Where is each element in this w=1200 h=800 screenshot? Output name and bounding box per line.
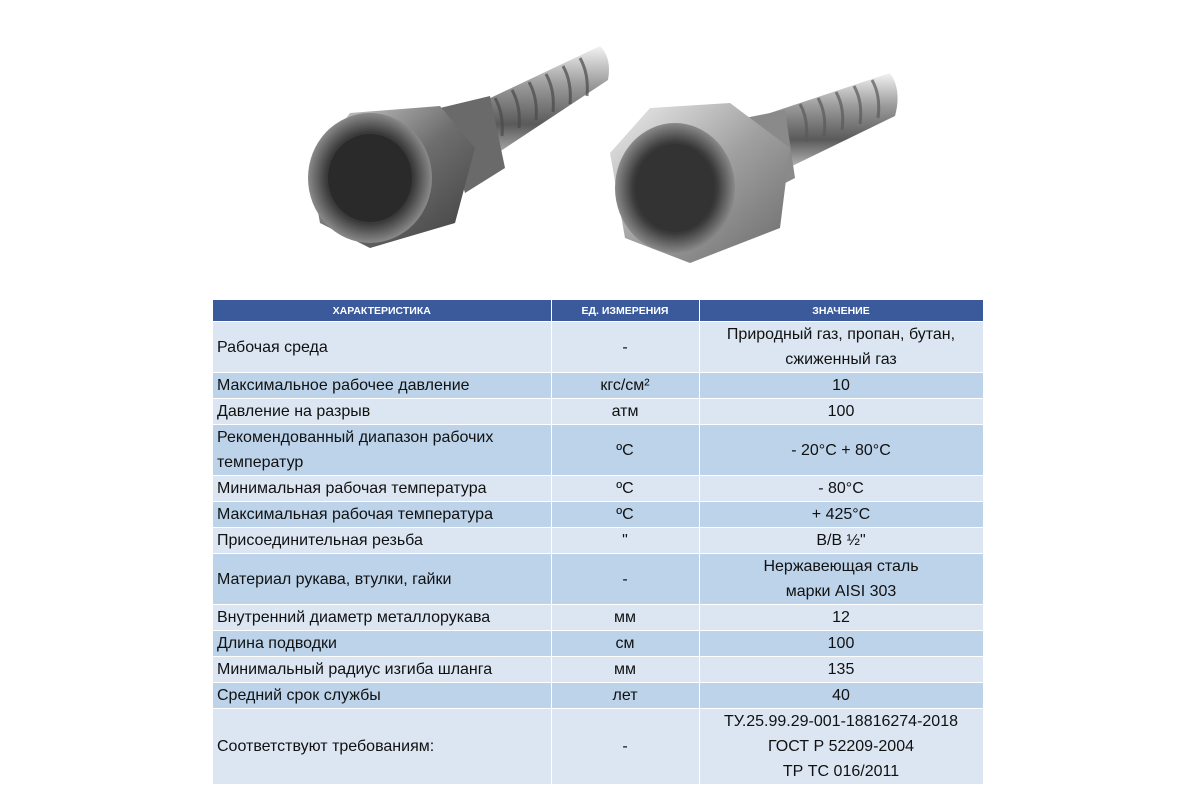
cell-characteristic bbox=[213, 683, 551, 709]
cell-value bbox=[699, 476, 983, 502]
cell-characteristic bbox=[213, 554, 551, 605]
cell-characteristic-line: Рабочая среда bbox=[217, 338, 328, 356]
fitting-left bbox=[308, 46, 609, 248]
table-row bbox=[213, 683, 983, 709]
cell-characteristic bbox=[213, 502, 551, 528]
cell-value-line: Природный газ, пропан, бутан, bbox=[726, 326, 956, 343]
cell-characteristic bbox=[213, 528, 551, 554]
cell-value-line: ТР ТС 016/2011 bbox=[782, 763, 900, 780]
cell-value-line: 10 bbox=[832, 377, 850, 394]
cell-value bbox=[699, 425, 983, 476]
cell-value-line: + 425°С bbox=[811, 506, 871, 523]
table-row bbox=[213, 476, 983, 502]
cell-characteristic bbox=[213, 631, 551, 657]
cell-unit: мм bbox=[551, 605, 699, 631]
cell-unit: атм bbox=[551, 399, 699, 425]
cell-value-line: ГОСТ Р 52209-2004 bbox=[768, 738, 914, 755]
cell-value-line: 135 bbox=[827, 661, 855, 678]
cell-value-line: марки AISI 303 bbox=[785, 583, 897, 600]
cell-characteristic-line: Средний срок службы bbox=[217, 687, 381, 704]
cell-characteristic-line: Присоединительная резьба bbox=[217, 532, 423, 549]
cell-value-line: 12 bbox=[832, 609, 850, 626]
cell-characteristic-line: Максимальное рабочее давление bbox=[217, 377, 470, 394]
cell-unit: - bbox=[551, 554, 699, 605]
cell-value-line: 100 bbox=[827, 403, 855, 420]
cell-value bbox=[699, 502, 983, 528]
cell-characteristic-line: Материал рукава, втулки, гайки bbox=[217, 570, 452, 588]
cell-unit: мм bbox=[551, 657, 699, 683]
table-row bbox=[213, 399, 983, 425]
cell-characteristic bbox=[213, 476, 551, 502]
cell-value bbox=[699, 709, 983, 785]
cell-characteristic-line: Длина подводки bbox=[217, 635, 337, 652]
cell-unit: - bbox=[551, 322, 699, 373]
cell-value bbox=[699, 683, 983, 709]
spec-table-header bbox=[213, 300, 983, 322]
cell-value-line: сжиженный газ bbox=[785, 351, 897, 368]
table-row bbox=[213, 425, 983, 476]
spec-table bbox=[213, 300, 984, 784]
header-unit: ЕД. ИЗМЕРЕНИЯ bbox=[551, 300, 699, 322]
header-characteristic: ХАРАКТЕРИСТИКА bbox=[213, 300, 551, 322]
cell-characteristic bbox=[213, 605, 551, 631]
cell-value-line: - 80°С bbox=[818, 480, 864, 497]
cell-unit: ºС bbox=[551, 476, 699, 502]
cell-unit: лет bbox=[551, 683, 699, 709]
product-photo-fittings bbox=[290, 18, 930, 300]
cell-characteristic bbox=[213, 425, 551, 476]
table-row bbox=[213, 631, 983, 657]
cell-value bbox=[699, 373, 983, 399]
cell-value bbox=[699, 399, 983, 425]
cell-unit: см bbox=[551, 631, 699, 657]
table-row bbox=[213, 528, 983, 554]
cell-characteristic bbox=[213, 709, 551, 785]
cell-characteristic bbox=[213, 399, 551, 425]
cell-value-line: ТУ.25.99.29-001-18816274-2018 bbox=[724, 713, 958, 730]
cell-unit: ºС bbox=[551, 502, 699, 528]
cell-characteristic-line: Минимальный радиус изгиба шланга bbox=[217, 661, 493, 678]
cell-value-line: 100 bbox=[827, 635, 855, 652]
cell-value-line: - 20°С + 80°С bbox=[791, 441, 891, 459]
cell-value bbox=[699, 605, 983, 631]
table-row bbox=[213, 373, 983, 399]
cell-characteristic bbox=[213, 373, 551, 399]
cell-characteristic bbox=[213, 322, 551, 373]
cell-characteristic-line: Внутренний диаметр металлорукава bbox=[217, 609, 491, 626]
cell-characteristic-line: Максимальная рабочая температура bbox=[217, 506, 493, 523]
cell-characteristic bbox=[213, 657, 551, 683]
cell-characteristic-line: Рекомендованный диапазон рабочих bbox=[217, 429, 494, 446]
table-row bbox=[213, 657, 983, 683]
cell-value-line: Нержавеющая сталь bbox=[763, 558, 919, 575]
cell-characteristic-line: Минимальная рабочая температура bbox=[217, 480, 487, 497]
cell-characteristic-line: температур bbox=[217, 454, 304, 471]
cell-value bbox=[699, 657, 983, 683]
table-row bbox=[213, 709, 983, 785]
table-row bbox=[213, 605, 983, 631]
cell-value-line: В/В ½" bbox=[816, 532, 866, 549]
cell-value-line: 40 bbox=[832, 687, 850, 704]
cell-unit: ºС bbox=[551, 425, 699, 476]
header-value: ЗНАЧЕНИЕ bbox=[699, 300, 983, 322]
cell-value bbox=[699, 631, 983, 657]
table-row bbox=[213, 502, 983, 528]
table-row bbox=[213, 554, 983, 605]
cell-characteristic-line: Давление на разрыв bbox=[217, 403, 371, 420]
cell-value bbox=[699, 528, 983, 554]
cell-unit: - bbox=[551, 709, 699, 785]
cell-characteristic-line: Соответствуют требованиям: bbox=[217, 738, 435, 755]
fitting-right bbox=[610, 73, 898, 263]
cell-value bbox=[699, 554, 983, 605]
cell-unit: " bbox=[551, 528, 699, 554]
table-row bbox=[213, 322, 983, 373]
cell-value bbox=[699, 322, 983, 373]
cell-unit: кгс/см² bbox=[551, 373, 699, 399]
